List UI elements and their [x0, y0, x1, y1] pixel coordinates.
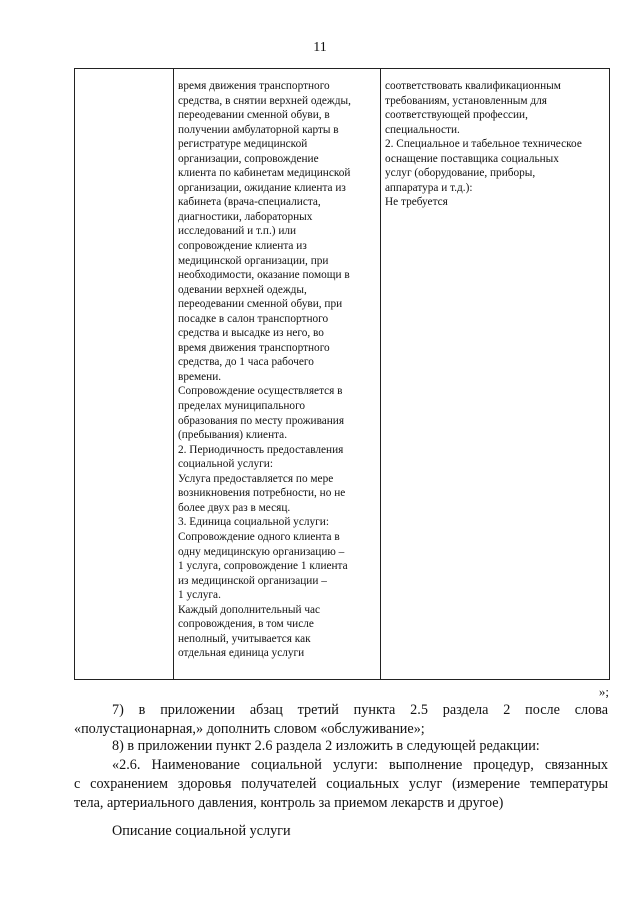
paragraph-2-6: [74, 756, 608, 813]
table-col-service-description: [173, 69, 381, 679]
service-description-line: более двух раз в месяц.: [178, 501, 291, 514]
service-description-line: переодевании сменной обуви, в: [178, 109, 330, 122]
service-description-line: время движения транспортного: [178, 341, 330, 354]
service-description-line: пределах муниципального: [178, 400, 306, 413]
service-description-line: возникновения потребности, но не: [178, 487, 346, 500]
conditions-line: оснащение поставщика социальных: [385, 152, 559, 165]
service-description-line: Каждый дополнительный час: [178, 603, 321, 616]
service-description-line: из медицинской организации –: [178, 574, 327, 587]
service-description-line: переодевании сменной обуви, при: [178, 298, 343, 311]
service-description-line: Сопровождение осуществляется в: [178, 385, 343, 398]
page-number: 11: [313, 40, 327, 55]
service-description-line: средства и высадке из него, во: [178, 327, 324, 340]
service-description-line: регистратуре медицинской: [178, 138, 308, 151]
conditions-line: аппаратура и т.д.):: [385, 181, 473, 194]
service-description-line: получении амбулаторной карты в: [178, 123, 339, 136]
service-description-line: Услуга предоставляется по мере: [178, 472, 334, 485]
paragraph-7-line-2: «полустационарная,» дополнить словом «обслуживание»;: [74, 721, 425, 737]
paragraph-2-6-line-3: тела, артериального давления, контроль за приемом лекарств и другое): [74, 795, 504, 811]
service-description-line: организации, сопровождение: [178, 152, 319, 165]
service-description-text: [178, 79, 376, 661]
service-description-line: средства, в снятии верхней одежды,: [178, 94, 351, 107]
service-description-line: медицинской организации, при: [178, 254, 329, 267]
service-description-line: 2. Периодичность предоставления: [178, 443, 344, 456]
service-description-line: средства, до 1 часа рабочего: [178, 356, 314, 369]
service-description-line: одевании верхней одежды,: [178, 283, 307, 296]
service-description-line: 1 услуга, сопровождение 1 клиента: [178, 560, 348, 573]
paragraph-7-line-1: 7) в приложении абзац третий пункта 2.5 раздела 2 после слова: [112, 702, 608, 718]
conditions-line: соответствовать квалификационным: [385, 80, 561, 92]
service-description-line: Сопровождение одного клиента в: [178, 530, 340, 543]
conditions-line: специальности.: [385, 123, 460, 136]
closing-quote: »;: [598, 684, 609, 699]
service-description-line: исследований и т.п.) или: [178, 225, 297, 238]
service-description-line: 1 услуга.: [178, 589, 221, 602]
service-description-line: неполный, учитывается как: [178, 632, 311, 645]
conditions-text: [385, 79, 604, 210]
service-description-line: отдельная единица услуги: [178, 647, 305, 660]
service-description-line: диагностики, лабораторных: [178, 210, 313, 223]
table-col-empty: [75, 69, 174, 679]
conditions-line: услуг (оборудование, приборы,: [385, 167, 536, 180]
service-description-line: клиента по кабинетам медицинской: [178, 167, 351, 180]
paragraph-8-line: 8) в приложении пункт 2.6 раздела 2 изложить в следующей редакции:: [112, 738, 540, 754]
paragraph-7: [74, 701, 608, 739]
service-description-line: организации, ожидание клиента из: [178, 181, 346, 194]
service-description-line: сопровождения, в том числе: [178, 618, 314, 631]
service-description-line: социальной услуги:: [178, 458, 273, 471]
paragraph-2-6-line-2: с сохранением здоровья получателей социальных услуг (измерение температуры: [74, 776, 608, 792]
service-description-line: (пребывания) клиента.: [178, 429, 288, 442]
conditions-line: требованиям, установленным для: [385, 94, 547, 107]
service-description-line: необходимости, оказание помощи в: [178, 269, 350, 282]
description-heading: Описание социальной услуги: [112, 823, 291, 839]
paragraph-2-6-line-1: «2.6. Наименование социальной услуги: выполнение процедур, связанных: [112, 757, 608, 773]
table-col-conditions: [380, 69, 609, 679]
service-description-line: одну медицинскую организацию –: [178, 545, 345, 558]
conditions-line: соответствующей профессии,: [385, 109, 528, 122]
conditions-line: Не требуется: [385, 196, 448, 209]
service-description-line: кабинета (врача-специалиста,: [178, 196, 321, 209]
service-description-line: сопровождение клиента из: [178, 240, 307, 253]
service-description-line: времени.: [178, 370, 222, 383]
description-heading-block: [74, 822, 608, 841]
conditions-line: 2. Специальное и табельное техническое: [385, 138, 582, 151]
services-table: [74, 68, 610, 680]
service-description-line: посадке в салон транспортного: [178, 312, 329, 325]
paragraph-8: [74, 737, 608, 756]
service-description-line: образования по месту проживания: [178, 414, 345, 427]
service-description-line: время движения транспортного: [178, 80, 330, 92]
service-description-line: 3. Единица социальной услуги:: [178, 516, 329, 529]
